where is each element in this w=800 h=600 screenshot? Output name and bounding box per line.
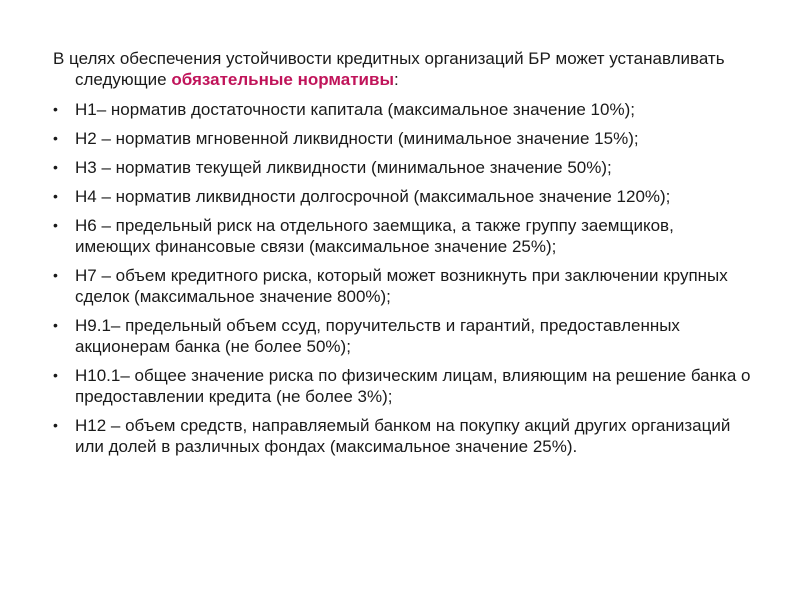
bullet-icon: • [53,367,58,383]
normatives-list [53,99,753,465]
list-item [53,315,753,357]
bullet-icon: • [53,130,58,146]
list-item [53,215,753,257]
list-item-text: Н4 – норматив ликвидности долгосрочной (максимальное значение 120%); [75,187,671,206]
intro-colon: : [393,70,399,89]
bullet-icon: • [53,417,58,433]
list-item [53,415,753,457]
list-item-text: Н10.1– общее значение риска по физическим лицам, влияющим на решение банка о предоставлении кредита (не более 3%); [75,366,751,406]
list-item-text: Н2 – норматив мгновенной ликвидности (минимальное значение 15%); [75,129,639,148]
bullet-icon: • [53,188,58,204]
bullet-icon: • [53,159,58,175]
list-item-text: Н6 – предельный риск на отдельного заемщика, а также группу заемщиков, имеющих финансовые связи (максимальное значение 25%); [75,216,674,256]
list-item-text: Н3 – норматив текущей ликвидности (минимальное значение 50%); [75,158,612,177]
bullet-icon: • [53,317,58,333]
list-item-text: Н7 – объем кредитного риска, который может возникнуть при заключении крупных сделок (максимальное значение 800%); [75,266,728,306]
intro-paragraph [53,48,775,90]
list-item [53,265,753,307]
list-item-text: Н1– норматив достаточности капитала (максимальное значение 10%); [75,100,635,119]
list-item [53,365,753,407]
list-item-text: Н9.1– предельный объем ссуд, поручительств и гарантий, предоставленных акционерам банка (не более 50%); [75,316,680,356]
bullet-icon: • [53,217,58,233]
list-item [53,99,753,120]
list-item [53,186,753,207]
bullet-icon: • [53,267,58,283]
list-item-text: Н12 – объем средств, направляемый банком на покупку акций других организаций или долей в различных фондах (максимальное значение 25%). [75,416,731,456]
intro-text: В целях обеспечения устойчивости кредитных организаций БР может устанавливать следующие [53,49,725,89]
list-item [53,128,753,149]
intro-highlight: обязательные нормативы [171,70,394,89]
list-item [53,157,753,178]
bullet-icon: • [53,101,58,117]
